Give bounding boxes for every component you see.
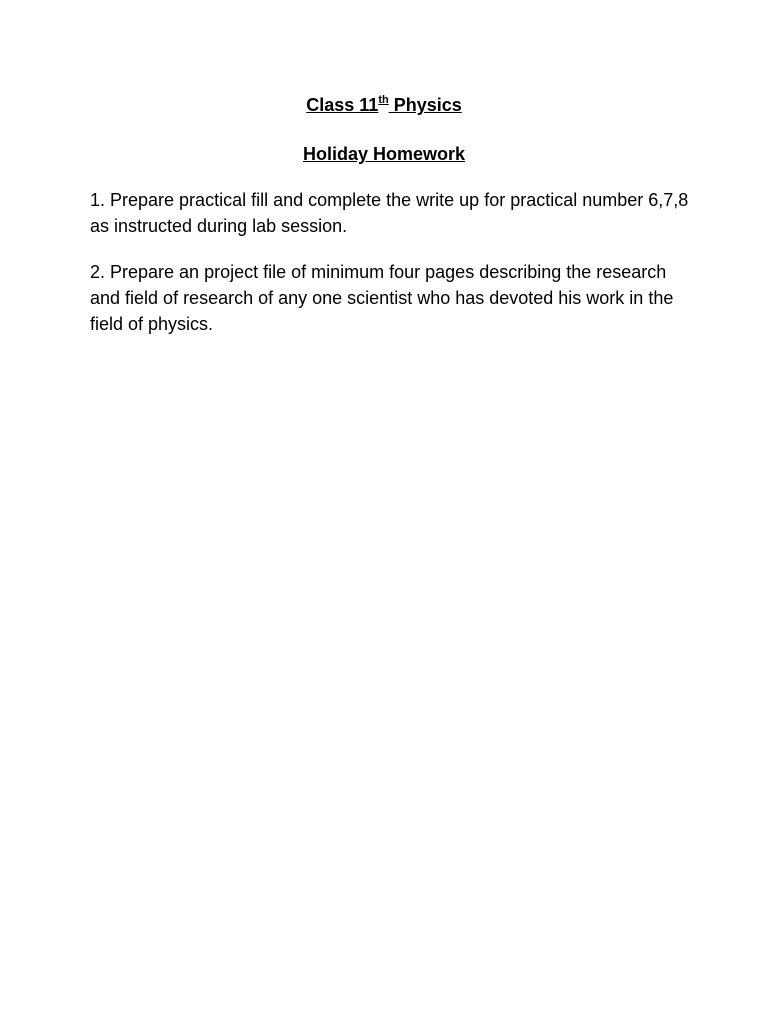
homework-item-1: 1. Prepare practical fill and complete the write up for practical number 6,7,8 as instructed during lab session. xyxy=(90,190,689,236)
title-class-label: Class 11 xyxy=(306,95,379,115)
homework-item-2: 2. Prepare an project file of minimum four pages describing the research and field of research of any one scientist who has devoted his work in the field of physics. xyxy=(90,262,674,334)
page-title xyxy=(0,92,768,118)
title-superscript: th xyxy=(378,94,389,106)
page-subtitle: Holiday Homework xyxy=(302,144,466,164)
title-subject: Physics xyxy=(388,95,462,115)
